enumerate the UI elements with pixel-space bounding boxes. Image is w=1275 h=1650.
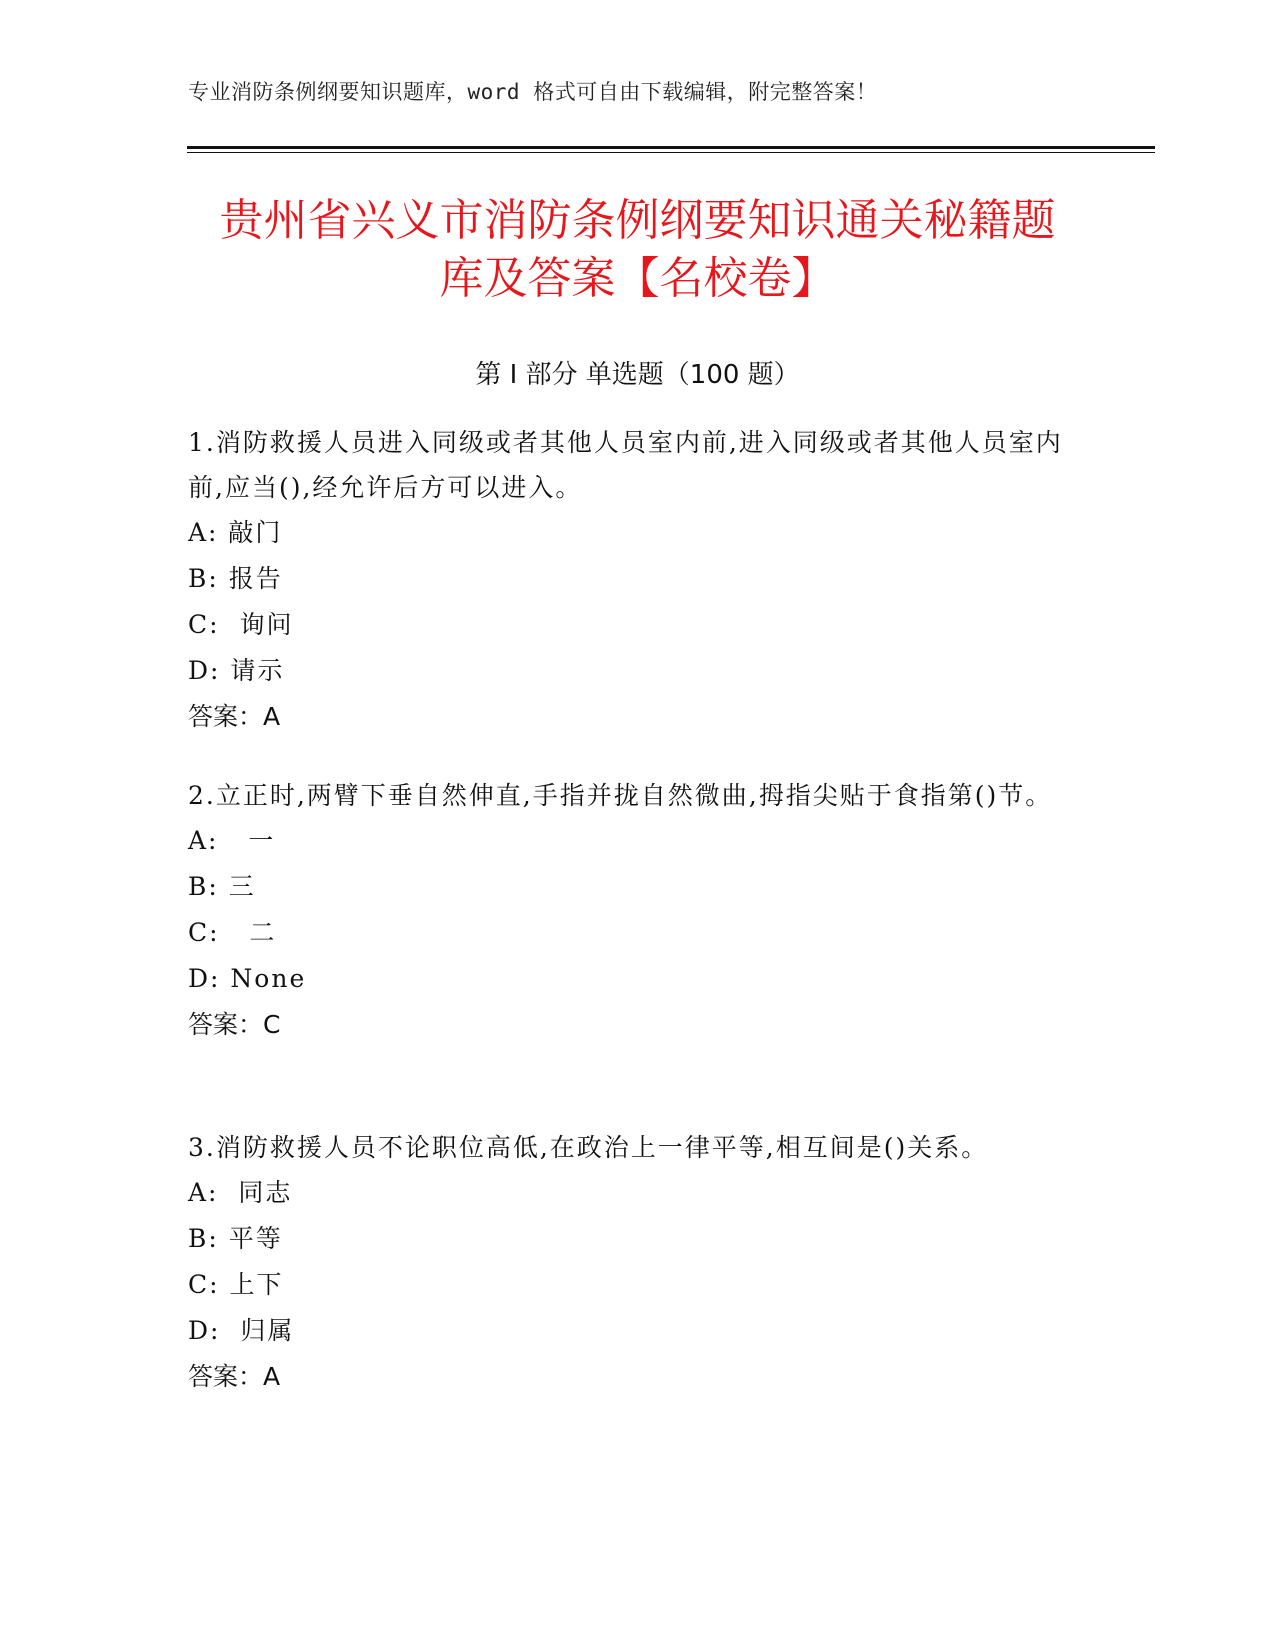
question-2 bbox=[188, 773, 1088, 1048]
option-a: A: 同志 bbox=[188, 1178, 293, 1207]
option-d: D: None bbox=[188, 964, 307, 993]
option-b: B: 平等 bbox=[188, 1224, 283, 1253]
header-rule-thin bbox=[187, 152, 1155, 153]
question-3 bbox=[188, 1125, 1088, 1400]
question-stem: 2.立正时,两臂下垂自然伸直,手指并拢自然微曲,拇指尖贴于食指第()节。 bbox=[188, 781, 1053, 810]
question-1 bbox=[188, 420, 1088, 740]
option-c: C: 上下 bbox=[188, 1270, 284, 1299]
title-line-2: 库及答案【名校卷】 bbox=[439, 253, 836, 304]
title-line-1: 贵州省兴义市消防条例纲要知识通关秘籍题 bbox=[219, 195, 1056, 246]
header-rule-thick bbox=[187, 146, 1155, 149]
option-b: B: 报告 bbox=[188, 564, 283, 593]
option-c: C: 二 bbox=[188, 918, 277, 947]
question-stem: 1.消防救援人员进入同级或者其他人员室内前,进入同级或者其他人员室内前,应当(),经允许后方可以进入。 bbox=[188, 428, 1063, 502]
option-d: D: 请示 bbox=[188, 656, 285, 685]
section-heading: 第 I 部分 单选题（100 题） bbox=[475, 360, 800, 390]
option-c: C: 询问 bbox=[188, 610, 294, 639]
answer-line: 答案：A bbox=[188, 702, 281, 731]
question-stem: 3.消防救援人员不论职位高低,在政治上一律平等,相互间是()关系。 bbox=[188, 1133, 989, 1162]
option-a: A: 敲门 bbox=[188, 518, 283, 547]
option-a: A: 一 bbox=[188, 826, 276, 855]
document-title bbox=[190, 192, 1085, 308]
option-d: D: 归属 bbox=[188, 1316, 295, 1345]
answer-line: 答案：A bbox=[188, 1362, 281, 1391]
option-b: B: 三 bbox=[188, 872, 256, 901]
answer-line: 答案：C bbox=[188, 1010, 281, 1039]
header-note: 专业消防条例纲要知识题库，word 格式可自由下载编辑，附完整答案！ bbox=[188, 80, 878, 104]
